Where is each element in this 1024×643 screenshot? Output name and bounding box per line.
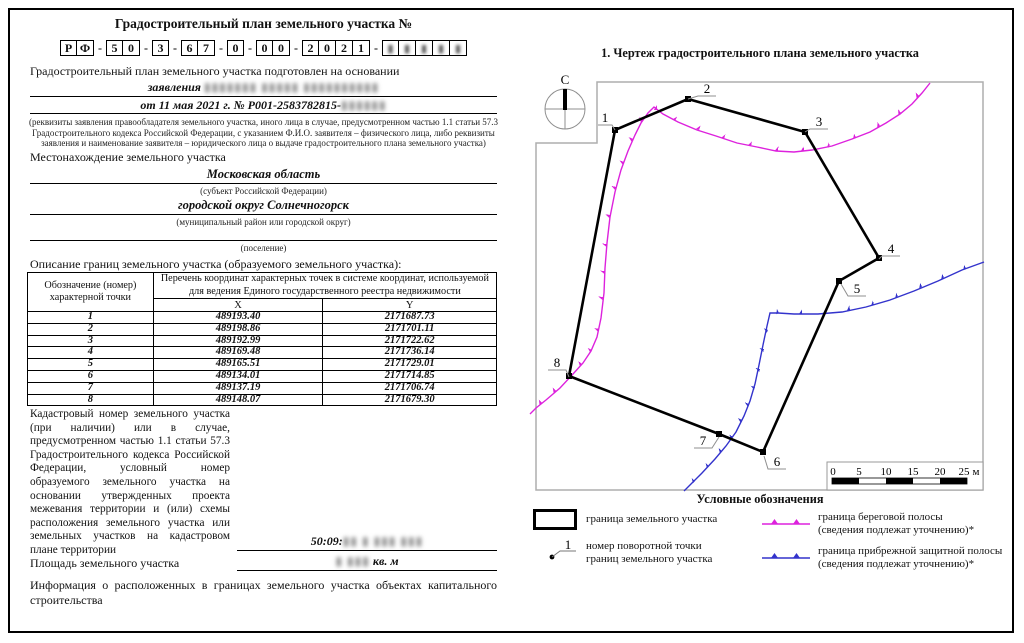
point-number: 8: [28, 394, 154, 406]
point-number: 3: [28, 335, 154, 347]
point-y: 2171679.30: [323, 394, 497, 406]
vertex-label: 7: [699, 433, 707, 448]
serial-box: 0: [227, 40, 244, 56]
serial-box: 0: [256, 40, 273, 56]
serial-dash: -: [219, 40, 223, 55]
serial-box: 0: [273, 40, 290, 56]
vertex-label: 1: [601, 110, 609, 125]
point-x: 489165.51: [153, 359, 323, 371]
legend-shore-label-line1: граница береговой полосы: [818, 511, 943, 523]
point-y: 2171701.11: [323, 323, 497, 335]
point-y: 2171722.62: [323, 335, 497, 347]
district-value: городской округ Солнечногорск: [30, 198, 497, 215]
vertex-point-icon: [543, 534, 585, 564]
serial-box: 2: [302, 40, 319, 56]
serial-box: 0: [123, 40, 140, 56]
point-number: 5: [28, 359, 154, 371]
point-x: 489198.86: [153, 323, 323, 335]
shore-boundary-swatch: [760, 516, 812, 528]
serial-box: Ф: [77, 40, 94, 56]
point-x: 489137.19: [153, 382, 323, 394]
serial-box: 0: [319, 40, 336, 56]
point-y: 2171687.73: [323, 312, 497, 324]
vertex-label: 4: [887, 241, 895, 256]
serial-dash: -: [248, 40, 252, 55]
region-caption: (субъект Российской Федерации): [200, 186, 327, 196]
note-line: (реквизиты заявления правообладателя земельного участка, иного лица в случае, предусмотренном частью 1.1 статьи 57.3: [28, 117, 499, 127]
cadastral-number-label: Кадастровый номер земельного участка (при наличии) или в случае, предусмотренном частью 1.1 статьи 57.3 Градостроительного кодекса Российской Федерации, условный номер образуемого земельного участка на основании утвержденных проекта межевания территории и (или) схемы расположения земельного участка или земельных участков на кадастровом плане территории: [30, 408, 230, 556]
x-header: X: [153, 299, 323, 312]
point-x: 489169.48: [153, 347, 323, 359]
legend-point-label-line1: номер поворотной точки: [586, 540, 702, 552]
vertex-label: 2: [703, 81, 711, 96]
serial-dash: -: [294, 40, 298, 55]
scale-tick-label: 10: [880, 466, 892, 478]
area-units: кв. м: [372, 554, 399, 568]
scale-tick-label: 5: [856, 466, 862, 478]
point-number: 2: [28, 323, 154, 335]
map-frame: [536, 82, 983, 490]
settlement-caption: (поселение): [240, 243, 287, 253]
vertex-label: 6: [773, 454, 781, 469]
serial-box-redacted: ▮: [433, 40, 450, 56]
cadastral-redacted: ▮▮ ▮ ▮▮▮ ▮▮▮: [342, 534, 424, 548]
area-label: Площадь земельного участка: [30, 556, 180, 570]
vertex-leader-lines: [548, 96, 900, 469]
scale-tick-label: 20: [934, 466, 946, 478]
serial-box-redacted: ▮: [416, 40, 433, 56]
note-line: заявления и наименование заявителя – юридического лица о выдаче градостроительного плана земельного участка): [41, 138, 486, 148]
note-line: Градостроительного кодекса Российской Федерации, с указанием Ф.И.О. заявителя – физического лица, либо реквизиты: [32, 127, 495, 138]
point-x: 489134.01: [153, 370, 323, 382]
legend-title: Условные обозначения: [696, 492, 824, 506]
point-x: 489193.40: [153, 312, 323, 324]
vertex-label: 5: [853, 281, 861, 296]
point-number: 1: [28, 312, 154, 324]
drawing-title: 1. Чертеж градостроительного плана земельного участка: [601, 46, 919, 60]
point-x: 489148.07: [153, 394, 323, 406]
area-redacted: ▮ ▮▮▮: [335, 554, 370, 568]
legend-point-number: 1: [564, 537, 572, 552]
parcel-boundary-polygon: [569, 99, 879, 452]
point-y: 2171714.85: [323, 370, 497, 382]
coords-header: Перечень координат характерных точек в системе координат, используемой для ведения Единого государственного реестра недвижимости: [153, 273, 496, 299]
basis-line: Градостроительный план земельного участка подготовлен на основании: [30, 64, 400, 78]
point-y: 2171736.14: [323, 347, 497, 359]
serial-box: 2: [336, 40, 353, 56]
point-y: 2171706.74: [323, 382, 497, 394]
compass-label: С: [560, 72, 570, 87]
scale-tick-label: 15: [907, 466, 919, 478]
cadastral-prefix: 50:09:: [310, 534, 343, 548]
scale-tick-label: 0: [830, 466, 836, 478]
district-caption: (муниципальный район или городской округ): [176, 217, 351, 227]
serial-dash: -: [173, 40, 177, 55]
serial-box: 1: [353, 40, 370, 56]
location-label: Местонахождение земельного участка: [30, 150, 226, 164]
serial-dash: -: [98, 40, 102, 55]
serial-box-redacted: ▮: [450, 40, 467, 56]
vertex-label: 3: [815, 114, 823, 129]
legend-protective-label-line2: (сведения подлежат уточнению)*: [818, 558, 975, 570]
legend-shore-label: [818, 511, 1008, 537]
point-y: 2171729.01: [323, 359, 497, 371]
legend-protective-label-line1: граница прибрежной защитной полосы: [818, 545, 1003, 557]
compass-north-icon: [545, 72, 585, 129]
protective-boundary-swatch: [760, 550, 812, 562]
legend-protective-label: [818, 545, 1018, 571]
legend-point-label: [586, 540, 756, 566]
serial-dash: -: [374, 40, 378, 55]
application-date: от 11 мая 2021 г. № Р001-2583782815-: [140, 98, 342, 112]
point-number: 7: [28, 382, 154, 394]
serial-box: 3: [152, 40, 169, 56]
protective-boundary-line: [684, 262, 984, 491]
shore-boundary-line: [530, 83, 930, 414]
serial-dash: -: [144, 40, 148, 55]
applicant-name-redacted: ▮▮▮▮▮▮▮ ▮▮▮▮▮ ▮▮▮▮▮▮▮▮▮▮: [203, 80, 380, 94]
serial-box: 5: [106, 40, 123, 56]
serial-box: 7: [198, 40, 215, 56]
scale-tick-label: 25: [958, 466, 970, 478]
scale-unit-label: м: [972, 466, 980, 478]
legend-shore-label-line2: (сведения подлежат уточнению)*: [818, 524, 975, 536]
parcel-vertex-markers: [566, 96, 882, 455]
serial-box: Р: [60, 40, 77, 56]
application-number-redacted: ▮▮▮▮▮▮: [341, 98, 387, 112]
legend-point-label-line2: границ земельного участка: [586, 553, 713, 565]
boundaries-label: Описание границ земельного участка (образуемого земельного участка):: [30, 257, 402, 271]
document-title: Градостроительный план земельного участка №: [114, 16, 413, 31]
capital-objects-label: Информация о расположенных в границах земельного участка объектах капитального строительства: [30, 578, 497, 607]
point-number: 4: [28, 347, 154, 359]
vertex-label: 8: [553, 355, 561, 370]
legend-parcel-label: граница земельного участка: [586, 513, 718, 525]
region-value: Московская область: [30, 167, 497, 184]
y-header: Y: [323, 299, 497, 312]
point-number: 6: [28, 370, 154, 382]
serial-box: 6: [181, 40, 198, 56]
point-x: 489192.99: [153, 335, 323, 347]
serial-box-redacted: ▮: [399, 40, 416, 56]
col1-header: Обозначение (номер) характерной точки: [28, 273, 154, 312]
serial-box-redacted: ▮: [382, 40, 399, 56]
application-label: заявления: [147, 80, 201, 94]
parcel-boundary-swatch: [533, 509, 577, 530]
scale-bar: [827, 462, 983, 490]
